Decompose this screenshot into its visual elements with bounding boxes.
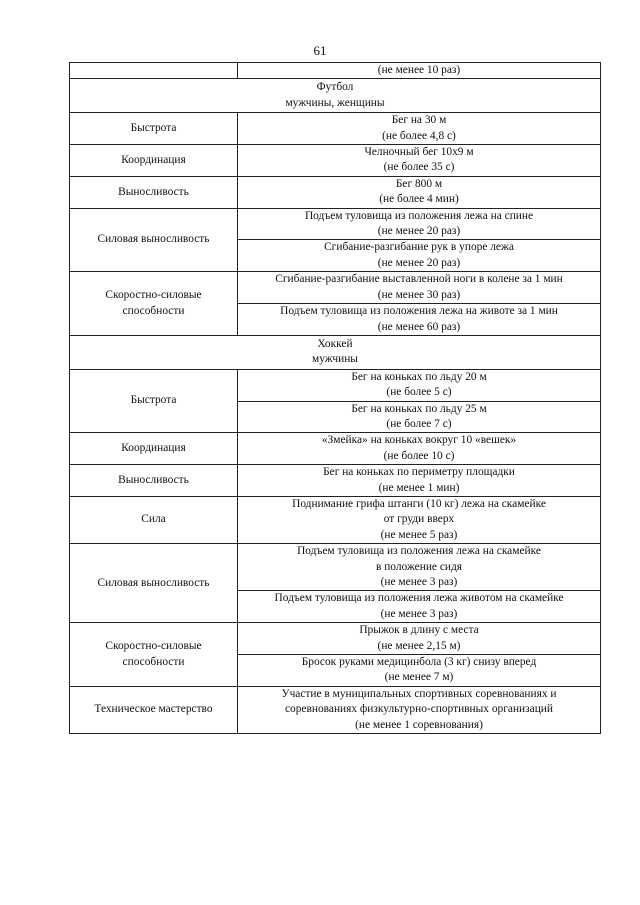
quality-cell [70, 623, 238, 687]
test-line: (не менее 7 м) [384, 671, 454, 684]
test-line: Бег на коньках по периметру площадки [323, 466, 515, 479]
test-line: (не более 4 мин) [379, 193, 459, 206]
quality-line: Выносливость [118, 473, 189, 486]
sport-title [70, 79, 601, 113]
quality-cell [70, 433, 238, 465]
test-cell [238, 113, 601, 145]
quality-line: Быстрота [130, 121, 177, 134]
quality-line: Выносливость [118, 185, 189, 198]
table-row [70, 465, 601, 497]
test-cell [238, 496, 601, 543]
table-row [70, 686, 601, 733]
test-line: (не более 35 с) [383, 161, 455, 174]
test-line: Бросок руками медицинбола (3 кг) снизу вперед [301, 656, 537, 669]
quality-cell [70, 176, 238, 208]
table-row [70, 176, 601, 208]
test-cell [238, 272, 601, 304]
quality-line: Координация [121, 442, 186, 455]
test-line: (не менее 1 соревнования) [355, 718, 483, 731]
test-line: в положение сидя [375, 560, 463, 573]
page-number: 61 [313, 43, 327, 58]
test-cell [238, 623, 601, 655]
test-line: (не менее 20 раз) [377, 256, 461, 269]
test-line: (не менее 3 раз) [380, 576, 458, 588]
quality-line: Скоростно-силовые [105, 289, 202, 302]
test-line: Поднимание грифа штанги (10 кг) лежа на скамейке [292, 497, 546, 510]
table-row [70, 145, 601, 177]
quality-cell [70, 145, 238, 177]
test-line: Бег на коньках по льду 25 м [351, 402, 487, 415]
quality-line: Силовая выносливость [97, 576, 210, 589]
test-line: (не менее 2,15 м) [377, 639, 461, 652]
standards-table [69, 62, 601, 734]
test-cell [238, 401, 601, 433]
table-row [70, 544, 601, 591]
test-line: (не менее 1 мин) [378, 481, 460, 494]
test-line: (не более 7 с) [386, 417, 452, 430]
sport-title [70, 335, 601, 369]
test-line: Сгибание-разгибание рук в упоре лежа [324, 241, 514, 254]
sport-title-line: Хоккей [317, 337, 353, 350]
quality-cell [70, 272, 238, 336]
table-row [70, 272, 601, 304]
quality-line: Техническое мастерство [94, 703, 213, 716]
table-row [70, 433, 601, 465]
table-row [70, 113, 601, 145]
table-row [70, 63, 601, 79]
test-line: Подъем туловища из положения лежа на спине [304, 209, 534, 222]
quality-line: Быстрота [130, 394, 177, 407]
test-line: Участие в муниципальных спортивных соревнованиях и [281, 687, 557, 700]
test-line: (не менее 30 раз) [377, 288, 461, 301]
test-line: (не менее 60 раз) [377, 320, 461, 333]
test-cell [238, 655, 601, 687]
quality-cell [70, 113, 238, 145]
test-cell [238, 304, 601, 336]
test-cell [238, 176, 601, 208]
quality-cell [70, 465, 238, 497]
test-cell [238, 208, 601, 240]
quality-line: Скоростно-силовые [105, 640, 202, 653]
test-line: (не более 5 с) [386, 386, 452, 399]
quality-cell [70, 686, 238, 733]
quality-cell [70, 544, 238, 623]
test-line: Бег на коньках по льду 20 м [351, 370, 487, 383]
quality-cell [70, 496, 238, 543]
test-line: (не менее 20 раз) [377, 225, 461, 238]
table-row [70, 496, 601, 543]
test-cell [238, 544, 601, 591]
test-cell [238, 465, 601, 497]
test-cell [238, 433, 601, 465]
test-line: Подъем туловища из положения лежа на скамейке [297, 545, 541, 558]
test-cell [238, 145, 601, 177]
table-row [70, 208, 601, 240]
sport-header-row [70, 79, 601, 113]
test-line: Подъем туловища из положения лежа на животе за 1 мин [280, 305, 558, 318]
test-line: (не менее 5 раз) [380, 528, 458, 541]
test-cell [238, 240, 601, 272]
quality-line: Координация [121, 153, 186, 166]
quality-cell [70, 369, 238, 433]
quality-line: Силовая выносливость [97, 233, 210, 246]
quality-line: Сила [141, 513, 166, 526]
quality-cell [70, 208, 238, 272]
sport-title-line: мужчины [312, 353, 358, 366]
test-line: Прыжок в длину с места [359, 624, 479, 637]
quality-line: способности [122, 304, 185, 317]
quality-cell [70, 63, 238, 79]
test-cell [238, 369, 601, 401]
test-line: «Змейка» на коньках вокруг 10 «вешек» [321, 434, 517, 447]
test-line: Бег на 30 м [391, 114, 447, 127]
test-cell [238, 63, 601, 79]
sport-title-line: мужчины, женщины [285, 96, 385, 109]
test-line: Подъем туловища из положения лежа животом на скамейке [274, 592, 564, 605]
test-cell [238, 686, 601, 733]
sport-title-line: Футбол [316, 81, 354, 94]
test-line: (не менее 3 раз) [380, 607, 458, 620]
test-line: (не более 10 с) [383, 449, 455, 462]
test-line: (не менее 10 раз) [377, 64, 461, 76]
table-row [70, 369, 601, 401]
sport-header-row [70, 335, 601, 369]
test-line: Челночный бег 10х9 м [364, 146, 474, 159]
test-cell [238, 591, 601, 623]
test-line: Сгибание-разгибание выставленной ноги в колене за 1 мин [275, 273, 563, 286]
table-row [70, 623, 601, 655]
quality-line: способности [122, 655, 185, 668]
test-line: соревнованиях физкультурно-спортивных организаций [284, 703, 553, 716]
test-line: от груди вверх [383, 513, 455, 526]
test-line: Бег 800 м [395, 177, 443, 190]
test-line: (не более 4,8 с) [382, 129, 456, 142]
